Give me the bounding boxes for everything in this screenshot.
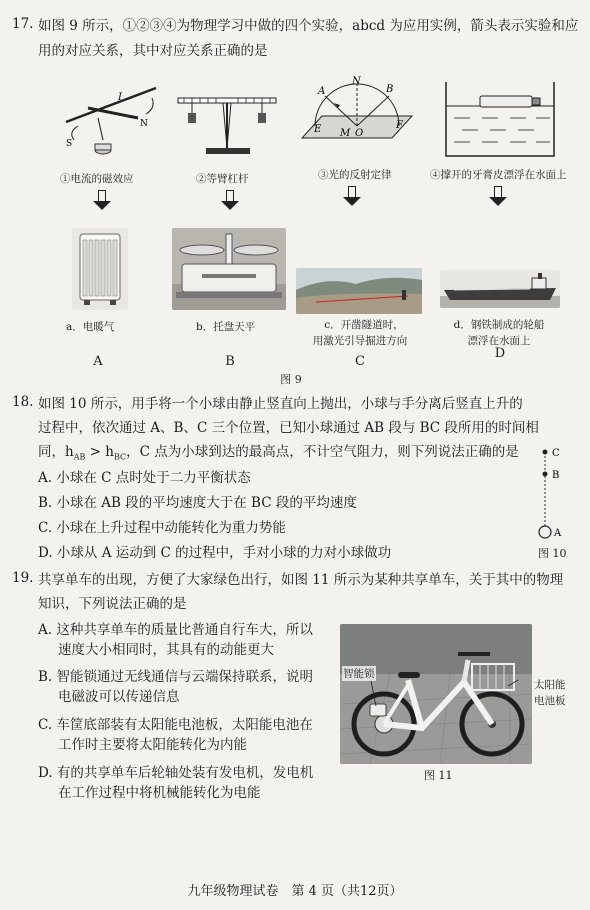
- question-text-line: 知识，下列说法正确的是: [38, 596, 187, 612]
- point-f-label: F: [396, 120, 403, 131]
- question-number: 18.: [12, 394, 34, 410]
- option-c[interactable]: C. 车筐底部装有太阳能电池板，太阳能电池在 工作时主要将太阳能转化为内能: [38, 717, 313, 753]
- solar-panel-label-line2: 电池板: [534, 695, 566, 707]
- option-d[interactable]: D. 有的共享单车后轮轴处装有发电机，发电机 在工作过程中将机械能转化为电能: [38, 765, 314, 801]
- application-d-caption-line2: 漂浮在水面上: [467, 335, 531, 347]
- experiment-4-diagram: [440, 78, 560, 163]
- application-d-caption-line1: d．钢铁制成的轮船: [453, 319, 545, 331]
- option-a[interactable]: A. 这种共享单车的质量比普通自行车大，所以 速度大小相同时，其具有的动能更大: [38, 622, 313, 658]
- current-label: I: [118, 92, 122, 103]
- option-b[interactable]: B. 小球在 AB 段的平均速度大于在 BC 段的平均速度: [38, 495, 357, 511]
- north-label: N: [140, 119, 148, 129]
- experiment-4-caption: ④撑开的牙膏皮漂浮在水面上: [430, 169, 567, 181]
- tunnel-laser-photo: [296, 268, 422, 314]
- experiment-2-diagram: [170, 88, 285, 163]
- steel-ship-photo: [440, 270, 560, 308]
- page-footer: 九年级物理试卷 第 4 页（共12页）: [187, 884, 403, 899]
- choice-letter: C: [355, 354, 365, 369]
- point-c-label: C: [552, 448, 560, 459]
- tray-balance-photo: [172, 228, 286, 310]
- point-a-label: A: [554, 528, 562, 539]
- question-text-line: 过程中，依次通过 A、B、C 三个位置，已知小球通过 AB 段与 BC 段所用的时间相: [38, 420, 539, 436]
- normal-label: N: [352, 76, 361, 87]
- question-text-line: 同，$h_{AB} > h_{BC}$，C 点为小球到达的最高点，不计空气阻力，则下列说法正确的是: [38, 444, 519, 462]
- figure-10-diagram: [536, 444, 576, 544]
- smart-lock-label: 智能锁: [343, 668, 375, 680]
- electric-heater-photo: [72, 228, 128, 310]
- point-o-label: O: [355, 128, 364, 139]
- shared-bicycle-photo: [340, 624, 532, 764]
- figure-11-label: 图 11: [424, 769, 453, 782]
- solar-panel-label-line1: 太阳能: [534, 679, 566, 691]
- question-number: 17.: [12, 16, 34, 32]
- question-text-line: 用的对应关系，其中对应关系正确的是: [38, 43, 268, 59]
- option-a[interactable]: A. 小球在 C 点时处于二力平衡状态: [38, 470, 251, 486]
- point-m-label: M: [340, 128, 351, 139]
- experiment-1-caption: ①电流的磁效应: [60, 173, 134, 185]
- point-b-label: B: [386, 84, 394, 95]
- figure-10-label: 图 10: [538, 547, 567, 560]
- point-a-label: A: [318, 86, 326, 97]
- figure-9-label: 图 9: [280, 373, 302, 386]
- option-c[interactable]: C. 小球在上升过程中动能转化为重力势能: [38, 520, 286, 536]
- application-c-caption-line1: c．开凿隧道时，: [324, 319, 404, 331]
- question-text-line: 如图 9 所示，①②③④为物理学习中做的四个实验，abcd 为应用实例，箭头表示实验和应: [38, 18, 579, 34]
- question-text-line: 如图 10 所示，用手将一个小球由静止竖直向上抛出，小球与手分离后竖直上升的: [38, 396, 523, 412]
- point-b-label: B: [552, 470, 560, 481]
- experiment-3-caption: ③光的反射定律: [318, 169, 392, 181]
- question-text-line: 共享单车的出现，方便了大家绿色出行，如图 11 所示为某种共享单车，关于其中的物理: [38, 572, 564, 588]
- experiment-1-diagram: [58, 78, 168, 163]
- experiment-2-caption: ②等臂杠杆: [196, 173, 249, 185]
- experiment-3-diagram: [300, 76, 415, 166]
- south-label: S: [66, 139, 73, 149]
- choice-letter: B: [225, 354, 235, 369]
- application-c-caption-line2: 用激光引导掘进方向: [312, 335, 408, 347]
- application-b-caption: b．托盘天平: [196, 321, 256, 333]
- choice-letter: A: [93, 354, 103, 369]
- question-number: 19.: [12, 570, 34, 586]
- option-d[interactable]: D. 小球从 A 运动到 C 的过程中，手对小球的力对小球做功: [38, 545, 392, 561]
- point-e-label: E: [314, 124, 322, 135]
- application-a-caption: a．电暖气: [66, 321, 115, 333]
- option-b[interactable]: B. 智能锁通过无线通信与云端保持联系，说明 电磁波可以传递信息: [38, 669, 314, 705]
- choice-letter: D: [494, 346, 506, 361]
